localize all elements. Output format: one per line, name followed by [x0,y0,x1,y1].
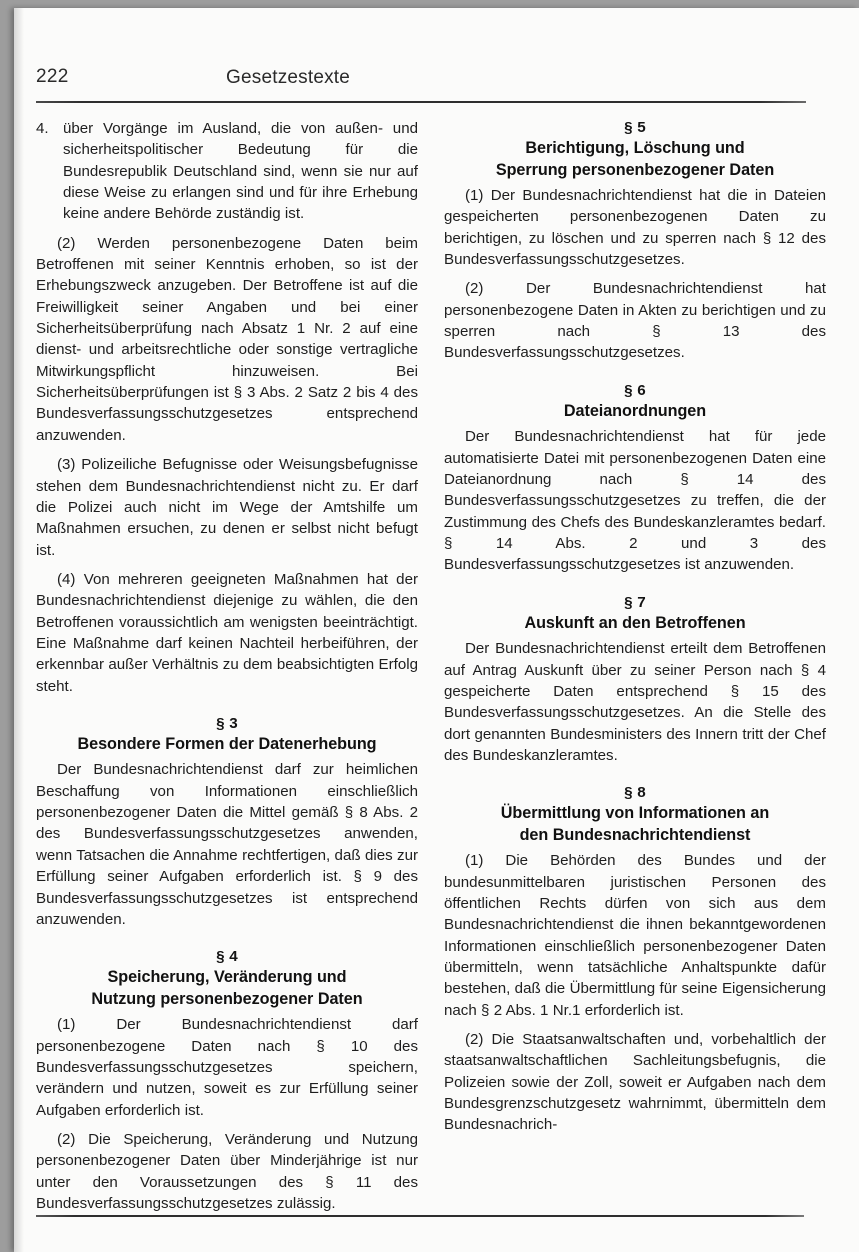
section-title [444,138,826,181]
list-item [36,118,418,225]
page-number: 222 [36,66,69,87]
text-column-left [36,118,418,1214]
section-title-line: den Bundesnachrichtendienst [519,825,751,844]
section-title [36,967,418,1010]
paragraph: (3) Polizeiliche Befugnisse oder Weisungsbefugnisse stehen dem Bundesnachrichtendienst nicht zu. Er darf die Polizei auch nicht im Wege der Amtshilfe um Maßnahmen ersuchen, zu denen er selbst nicht befugt ist. [36,456,418,559]
section-number: § 3 [216,714,238,732]
paragraph: (1) Die Behörden des Bundes und der bundesunmittelbaren juristischen Personen des öffentlichen Rechts dürfen von sich aus dem Bundesnachrichtendienst die ihnen bekanntgewordenen Informationen einschließlich personenbezogener Daten übermitteln, wenn tatsächliche Anhaltspunkte dafür bestehen, daß die Übermittlung für seine Eigensicherung nach § 2 Abs. 1 Nr.1 erforderlich ist. [444,852,826,1019]
paragraph: Der Bundesnachrichtendienst hat für jede automatisierte Datei mit personenbezogenen Daten eine Dateianordnung nach § 14 des Bundesverfassungsschutzgesetzes zu treffen, die der Zustimmung des Chefs des Bundeskanzleramtes bedarf. § 14 Abs. 2 und 3 des Bundesverfassungsschutzgesetzes ist anzuwenden. [444,428,826,574]
section-number: § 5 [624,119,646,136]
page-content [22,8,826,1252]
paragraph: Der Bundesnachrichtendienst erteilt dem Betroffenen auf Antrag Auskunft über zu seiner Person nach § 4 gespeicherte Daten entsprechend § 15 des Bundesverfassungsschutzgesetzes. An die Stelle des dort genannten Bundesministers des Innern tritt der Chef des Bundeskanzleramtes. [444,640,826,764]
section-number: § 4 [216,948,238,966]
footer-rule [36,1215,804,1217]
section-title-line: Berichtigung, Löschung und [525,139,745,157]
section-title-line: Auskunft an den Betroffenen [524,613,746,632]
running-head [36,66,804,96]
section-title [444,803,826,846]
section-number: § 8 [624,784,646,802]
section-number: § 7 [624,593,646,611]
paragraph: (1) Der Bundesnachrichtendienst darf personenbezogene Daten nach § 10 des Bundesverfassungsschutzgesetzes speichern, verändern und nutzen, soweit es zur Erfüllung seiner Aufgaben erforderlich ist. [36,1016,418,1119]
text-column-right [444,118,826,1136]
section-title [444,401,826,423]
section-title-line: Besondere Formen der Datenerhebung [77,734,377,753]
header-rule [36,101,806,103]
scanned-page-sheet [14,8,859,1252]
paragraph: (2) Die Speicherung, Veränderung und Nutzung personenbezogener Daten über Minderjährige ist nur unter den Voraussetzungen des § 11 des Bundesverfassungsschutzgesetzes zulässig. [36,1130,418,1212]
section-title-line: Dateianordnungen [563,401,707,420]
paragraph: Der Bundesnachrichtendienst darf zur heimlichen Beschaffung von Informationen einschließlich personenbezogener Daten die Mittel gemäß § 8 Abs. 2 des Bundesverfassungsschutzgesetzes anwenden, wenn Tatsachen die Annahme rechtfertigen, daß dies zur Erfüllung seiner Aufgaben erforderlich ist. § 9 des Bundesverfassungsschutzgesetzes ist entsprechend anzuwenden. [36,761,418,928]
list-item-marker: 4. [36,120,49,137]
paragraph: (2) Der Bundesnachrichtendienst hat personenbezogene Daten in Akten zu berichtigen und zu sperren nach § 13 des Bundesverfassungsschutzgesetzes. [444,280,826,362]
paragraph: (2) Die Staatsanwaltschaften und, vorbehaltlich der staatsanwaltschaftlichen Sachleitungsbefugnis, die Polizeien sowie der Zoll, soweit er Aufgaben nach dem Bundesgrenzschutzgesetz wahrnimmt, übermitteln dem Bundesnachrich- [444,1030,826,1134]
section-title [36,734,418,756]
list-item-text: über Vorgänge im Ausland, die von außen- und sicherheitspolitischer Bedeutung für die Bundesrepublik Deutschland sind, wenn sie nur auf diese Weise zu erlangen sind und für ihre Erhebung keine andere Behörde zuständig ist. [63,120,418,223]
paragraph: (2) Werden personenbezogene Daten beim Betroffenen mit seiner Kenntnis erhoben, so ist der Erhebungszweck anzugeben. Der Betroffene ist auf die Freiwilligkeit seiner Angaben und bei einer Sicherheitsüberprüfung nach Absatz 1 Nr. 2 auf eine dienst- und arbeitsrechtliche oder sonstige vertragliche Mitwirkungspflicht hinzuweisen. Bei Sicherheitsüberprüfungen ist § 3 Abs. 2 Satz 2 bis 4 des Bundesverfassungsschutzgesetzes entsprechend anzuwenden. [36,234,418,444]
paragraph: (1) Der Bundesnachrichtendienst hat die in Dateien gespeicherten personenbezogenen Daten zu berichtigen, zu löschen und zu sperren nach § 12 des Bundesverfassungsschutzgesetzes. [444,187,826,269]
section-title-line: Sperrung personenbezogener Daten [495,160,775,179]
section-number: § 6 [624,381,646,399]
paragraph: (4) Von mehreren geeigneten Maßnahmen hat der Bundesnachrichtendienst diejenige zu wählen, die den Betroffenen voraussichtlich am wenigsten beeinträchtigt. Eine Maßnahme darf keinen Nachteil herbeiführen, der erkennbar außer Verhältnis zu dem beabsichtigten Erfolg steht. [36,570,418,695]
section-title [444,613,826,635]
section-title-line: Übermittlung von Informationen an [500,804,770,823]
section-title-line: Nutzung personenbezogener Daten [91,989,363,1008]
running-title: Gesetzestexte [226,67,351,88]
section-title-line: Speicherung, Veränderung und [107,968,347,987]
